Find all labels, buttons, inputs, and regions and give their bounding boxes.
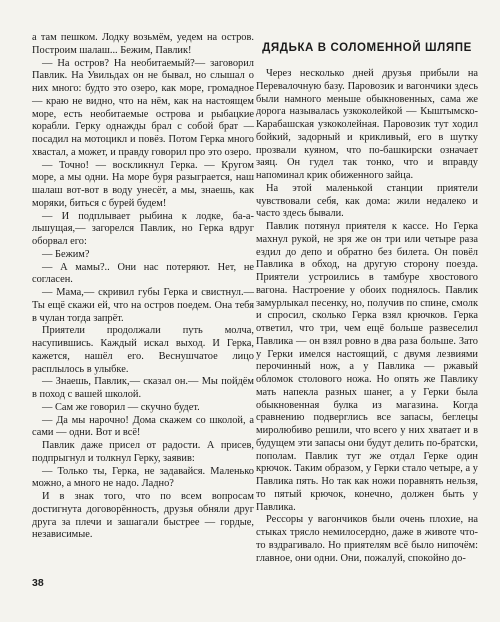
paragraph: — Только ты, Герка, не задавайся. Маленько можно, а много не надо. Ладно? [32, 465, 254, 490]
paragraph: — На остров? На необитаемый?— заговорил Павлик. На Увильдах он не бывал, но слышал о них много: будто это озеро, как море, громадное — краю не видно, что на нём, как на настоящем море, есть необитаемые острова и рыбацкие корабли. Герку однажды брал с собой брат — посадил на мотоцикл и повёз. Потом Герка много хвастал, а может, и правду говорил про это озеро. [32, 57, 254, 158]
page-number: 38 [32, 577, 44, 589]
paragraph: Павлик даже присел от радости. А присев, подпрыгнул и толкнул Герку, заявив: [32, 440, 254, 464]
paragraph: И в знак того, что по всем вопросам достигнута договорённость, друзья обняли друг друга за плечи и зашагали быстрее — гордые, независимые. [32, 491, 254, 541]
chapter-title: ДЯДЬКА В СОЛОМЕННОЙ ШЛЯПЕ [262, 42, 472, 54]
paragraph: — Да мы нарочно! Дома скажем со школой, а сами — одни. Вот и всё! [32, 414, 254, 439]
paragraph: — Мама,— скривил губы Герка и свистнул.— Ты ещё скажи ей, что на остров поедем. Она тебя в чулан тогда запрёт. [32, 287, 254, 324]
paragraph: На этой маленькой станции приятели чувствовали себя, как дома: жили недалеко и часто здесь бывали. [256, 182, 478, 220]
paragraph: а там пешком. Лодку возьмём, уедем на остров. Построим шалаш... Бежим, Павлик! [32, 32, 254, 56]
paragraph: Рессоры у вагончиков были очень плохие, на стыках трясло немилосердно, даже в животе что-то вздрагивало. Но приятелям всё было нипочём: главное, они одни. Они, пожалуй, спокойно до- [256, 514, 478, 564]
paragraph: — Бежим? [42, 248, 90, 260]
paragraph: — Знаешь, Павлик,— сказал он.— Мы пойдём в поход с вашей школой. [32, 376, 254, 400]
paragraph: Через несколько дней друзья прибыли на Перевалочную базу. Паровозик и вагончики здесь были намного меньше обыкновенных, сама же дорога называлась узкоколейкой — Кыштымско-Карабашская узкоколейная. Паровозик тут ходил бойкий, задорный и крикливый, его в шутку прозвали куяном, что по-башкирски означает заяц. Он гудел так тонко, что и вправду напоминал крик обиженного зайца. [256, 68, 478, 181]
paragraph: — А мамы?.. Они нас потеряют. Нет, не согласен. [32, 261, 254, 286]
paragraph: Павлик потянул приятеля к кассе. Но Герка махнул рукой, не зря же он три или четыре раза ездил до депо и обратно без билета. Он повёл Павлика в обход, на другую сторону поезда. Приятели устроились в тамбуре хвостового вагона. Настроение у обоих поднялось. Павлик замурлыкал песенку, но, получив по спине, смолк и спросил, сколько Герка взял крючков. Герка ответил, что три, чем ещё больше развеселил Павлика — он взял ровно в два раза больше. Зато у Герки имелся настоящий, с двумя лезвиями перочинный нож, а у Павлика — ржавый обломок столового ножа. Но опять же Павлику мать напекла разных шанег, а у Герки была обыкновенная булка из магазина. Когда сравнению подверглись все запасы, беглецы миролюбиво решили, что всего у них хватает и в будущем эти запасы они будут делить по-братски, пополам. Павлик тут же отдал Герке один крючок. Таким образом, у Герки стало четыре, а у Павлика пять. Но так как ножи поравнять нельзя, то пятый крючок, конечно, должен быть у Павлика. [256, 221, 478, 513]
paragraph: Приятели продолжали путь молча, насупившись. Каждый искал выход. И Герка, кажется, нашёл его. Веснушчатое лицо расплылось в улыбке. [32, 325, 254, 375]
paragraph: — И подплывает рыбина к лодке, ба-а-льшущая,— загорелся Павлик, но Герка вдруг оборвал его: [32, 210, 254, 247]
left-column [32, 32, 254, 542]
paragraph: — Точно! — воскликнул Герка. — Кругом море, а мы одни. На море буря разыграется, наш шалаш вот-вот в воду унесёт, а мы, знаешь, как моряки, биться с бурей будем! [32, 159, 254, 209]
paragraph: — Сам же говорил — скучно будет. [42, 401, 200, 413]
right-column [256, 32, 478, 565]
